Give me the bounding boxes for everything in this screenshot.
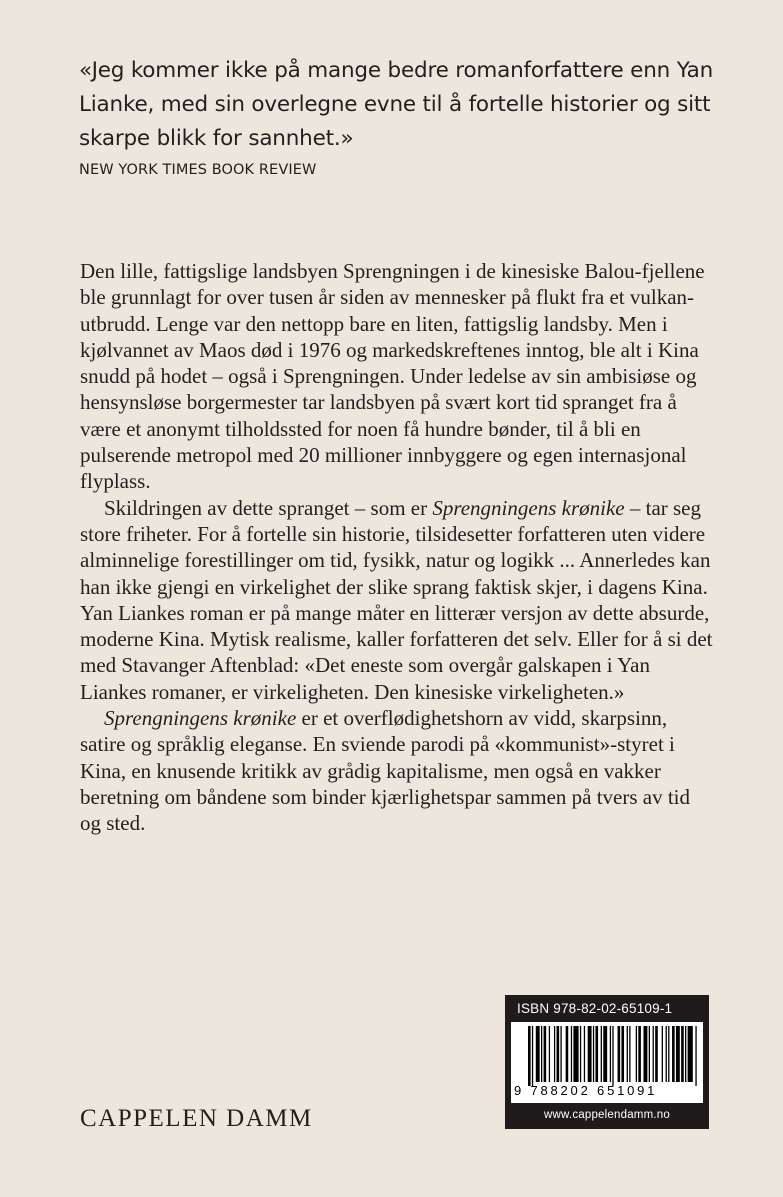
barcode-area bbox=[511, 1022, 703, 1103]
book-title-italic: Sprengningens krønike bbox=[432, 495, 625, 520]
quote-source: NEW YORK TIMES BOOK REVIEW bbox=[79, 162, 317, 178]
barcode-icon bbox=[528, 1026, 698, 1086]
book-title-italic: Sprengningens krønike bbox=[104, 706, 297, 731]
description-paragraph-1: Den lille, fattigslige landsbyen Sprengningen i de kinesiske Balou-fjellene ble grunnlagt for over tusen år siden av mennesker på flukt fra et vulkan-utbrudd. Lenge var den nettopp bare en liten, fattigslig landsby. Men i kjølvannet av Maos død i 1976 og markedskreftenes inntog, ble alt i Kina snudd på hodet – også i Sprengningen. Under ledelse av sin ambisiøse og hensynsløse borgermester tar landsbyen på svært kort tid spranget fra å være et anonymt tilholdssted for noen få hundre bønder, til å bli en pulserende metropol med 20 millioner innbyggere og egen internasjonal flyplass. bbox=[80, 259, 705, 494]
barcode-digits: 9 788202 651091 bbox=[514, 1083, 658, 1098]
review-quote bbox=[79, 54, 729, 178]
barcode-panel bbox=[505, 995, 709, 1129]
publisher-logo: CAPPELEN DAMM bbox=[80, 1105, 313, 1132]
isbn-label: ISBN 978-82-02-65109-1 bbox=[517, 1001, 673, 1016]
paragraph-2-text-start: Skildringen av dette spranget – som er bbox=[104, 495, 433, 520]
paragraph-2-text-rest: – tar seg store friheter. For å fortelle sin historie, tilsidesetter forfatteren uten videre alminnelige forestillinger om tid, fysikk, natur og logikk ... Annerledes kan han ikke gjengi en virkelighet der slike sprang faktisk skjer, i dagens Kina. Yan Liankes roman er på mange måter en litterær versjon av dette absurde, moderne Kina. Mytisk realisme, kaller forfatteren det selv. Eller for å si det med Stavanger Aftenblad: «Det eneste som overgår galskapen i Yan Liankes romaner, er virkeligheten. Den kinesiske virkeligheten.» bbox=[80, 495, 713, 704]
paragraph-3-text-rest: er et overflødighetshorn av vidd, skarpsinn, satire og språklig eleganse. En sviende parodi på «kommunist»-styret i Kina, en knusende kritikk av grådig kapitalisme, men også en vakker beretning om båndene som binder kjærlighetspar sammen på tvers av tid og sted. bbox=[80, 706, 691, 836]
description-paragraph-2 bbox=[80, 495, 716, 705]
quote-text: «Jeg kommer ikke på mange bedre romanforfattere enn Yan Lianke, med sin overlegne evne til å fortelle historier og sitt skarpe blikk for sannhet.» bbox=[79, 58, 714, 151]
description-paragraph-3 bbox=[80, 705, 716, 836]
book-description bbox=[80, 258, 716, 837]
publisher-website: www.cappelendamm.no bbox=[544, 1109, 670, 1121]
